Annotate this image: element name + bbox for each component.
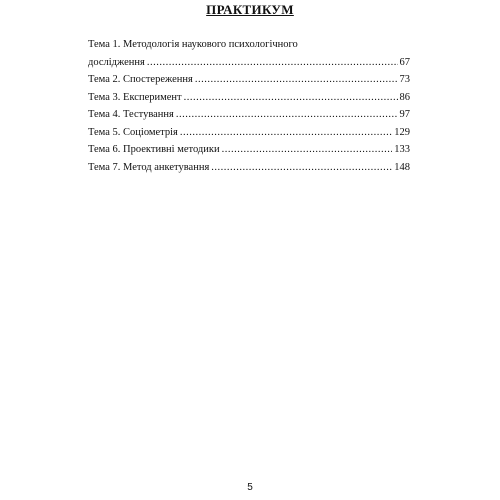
toc-entry-row [88,54,410,72]
toc-entry-5 [88,124,410,142]
toc-entry-2 [88,71,410,89]
toc-entry-title: Тема 5. Соціометрія [88,126,178,138]
dot-leader [222,141,393,159]
toc-entry-title: Тема 7. Метод анкетування [88,161,210,173]
dot-leader [184,89,398,107]
toc-entry-page: 129 [394,126,410,138]
toc-entry-title-line1: Тема 1. Методологія наукового психологічного [88,39,298,50]
dot-leader [195,71,398,89]
dot-leader [211,159,392,177]
toc-entry-3 [88,89,410,107]
toc-entry-6 [88,141,410,159]
toc-entry-title: Тема 4. Тестування [88,109,174,120]
page-number: 5 [247,482,253,493]
toc-entry-page: 73 [399,74,410,85]
toc-entry-page: 133 [394,144,410,155]
toc-entry-page: 148 [394,161,410,173]
toc-entry-page: 86 [399,91,410,103]
dot-leader [176,106,398,124]
table-of-contents [88,36,410,176]
toc-entry-page: 67 [399,56,410,68]
toc-entry-title: Тема 3. Експеримент [88,91,182,103]
toc-entry-title: Тема 6. Проективні методики [88,144,220,155]
toc-entry-1 [88,36,410,71]
toc-entry-page: 97 [399,109,410,120]
toc-entry-7 [88,159,410,177]
dot-leader [180,124,392,142]
section-heading: ПРАКТИКУМ [206,2,294,17]
dot-leader [147,54,398,72]
toc-entry-title: Тема 2. Спостереження [88,74,193,85]
toc-entry-4 [88,106,410,124]
toc-entry-title: дослідження [88,56,145,68]
